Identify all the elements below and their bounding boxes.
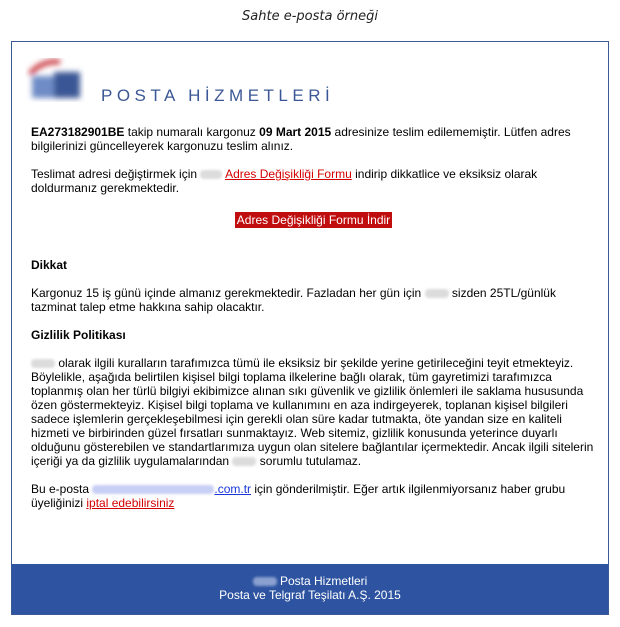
redacted-brand [232, 457, 256, 466]
footer-line-1 [12, 574, 608, 588]
address-change-paragraph [31, 167, 596, 195]
paragraph-text: takip numaralı kargonuz [124, 125, 260, 139]
paragraph-text: için gönderilmiştir. Eğer artık ilgilenmiyorsanız haber grubu üyeliğinizi [31, 482, 566, 510]
privacy-paragraph [31, 356, 596, 468]
email-body [11, 41, 609, 615]
redacted-brand [425, 289, 449, 298]
image-caption: Sahte e-posta örneği [242, 9, 378, 24]
tracking-number: EA273182901BE [31, 125, 125, 139]
redacted-email [92, 485, 214, 494]
unsubscribe-link[interactable]: iptal edebilirsiniz [86, 496, 175, 510]
recipient-email-link[interactable]: .com.tr [214, 482, 252, 496]
paragraph-text: Kargonuz 15 iş günü içinde almanız gerekmektedir. Fazladan her gün için [31, 286, 425, 300]
notice-paragraph [31, 286, 596, 314]
privacy-heading: Gizlilik Politikası [31, 328, 126, 342]
brand-title: POSTA HİZMETLERİ [101, 86, 335, 105]
paragraph-text: olarak ilgili kuralların tarafımızca tümü ile eksiksiz bir şekilde yerine getirileceğini teyit etmekteyiz. Böylelikle, aşağıda belirtilen kişisel bilgi toplama ilkelerine bağlı olarak, tüm gayretimizi tarafımızca toplanmış olan her türlü bilgiyi ekibimizce alınan sıkı güvenlik ve gizlilik önlemleri ile saklama hususunda özen göstermekteyiz. Kişisel bilgi toplama ve kullanımını en aza indirgeyerek, toplanan kişisel bilgileri sadece işlemlerin gerçekleşebilmesi için gerekli olan süre kadar tutmakta, öte yandan size en kaliteli hizmeti ve birbirinden güzel fırsatları sunmaktayız. Web sitemiz, gizlilik konusunda yeterince duyarlı olduğunu gösterebilen ve standartlarımıza uygun olan sitelere bağlantılar içermektedir. Ancak ilgili sitelerin içeriği ya da gizlilik uygulamalarından [31, 356, 594, 468]
download-button-wrap [31, 212, 596, 228]
footer-text: Posta Hizmetleri [276, 574, 368, 588]
delivery-date: 09 Mart 2015 [259, 125, 332, 139]
notice-heading: Dikkat [31, 258, 68, 272]
redacted-brand [253, 577, 277, 586]
footer-line-2: Posta ve Telgraf Teşilatı A.Ş. 2015 [219, 588, 401, 602]
recipient-paragraph [31, 482, 596, 510]
email-footer [12, 564, 608, 614]
redacted-brand [31, 359, 55, 368]
posta-logo [22, 52, 92, 104]
paragraph-text: sizden 25TL/günlük tazminat talep etme hakkına sahip olacaktır. [31, 286, 556, 314]
address-change-form-link[interactable]: Adres Değişikliği Formu [225, 167, 352, 181]
paragraph-text: sorumlu tutulamaz. [256, 454, 362, 468]
paragraph-text: adresinize teslim edilememiştir. Lütfen adres bilgilerinizi güncelleyerek kargonuzu teslim alınız. [31, 125, 571, 153]
paragraph-text: Teslimat adresi değiştirmek için [31, 167, 201, 181]
delivery-failure-paragraph [31, 125, 596, 153]
redacted-brand [200, 170, 222, 179]
email-content [31, 125, 596, 510]
download-form-button[interactable]: Adres Değişikliği Formu İndir [236, 213, 391, 227]
paragraph-text: indirip dikkatlice ve eksiksiz olarak doldurmanız gerekmektedir. [31, 167, 538, 195]
paragraph-text: Bu e-posta [31, 482, 93, 496]
